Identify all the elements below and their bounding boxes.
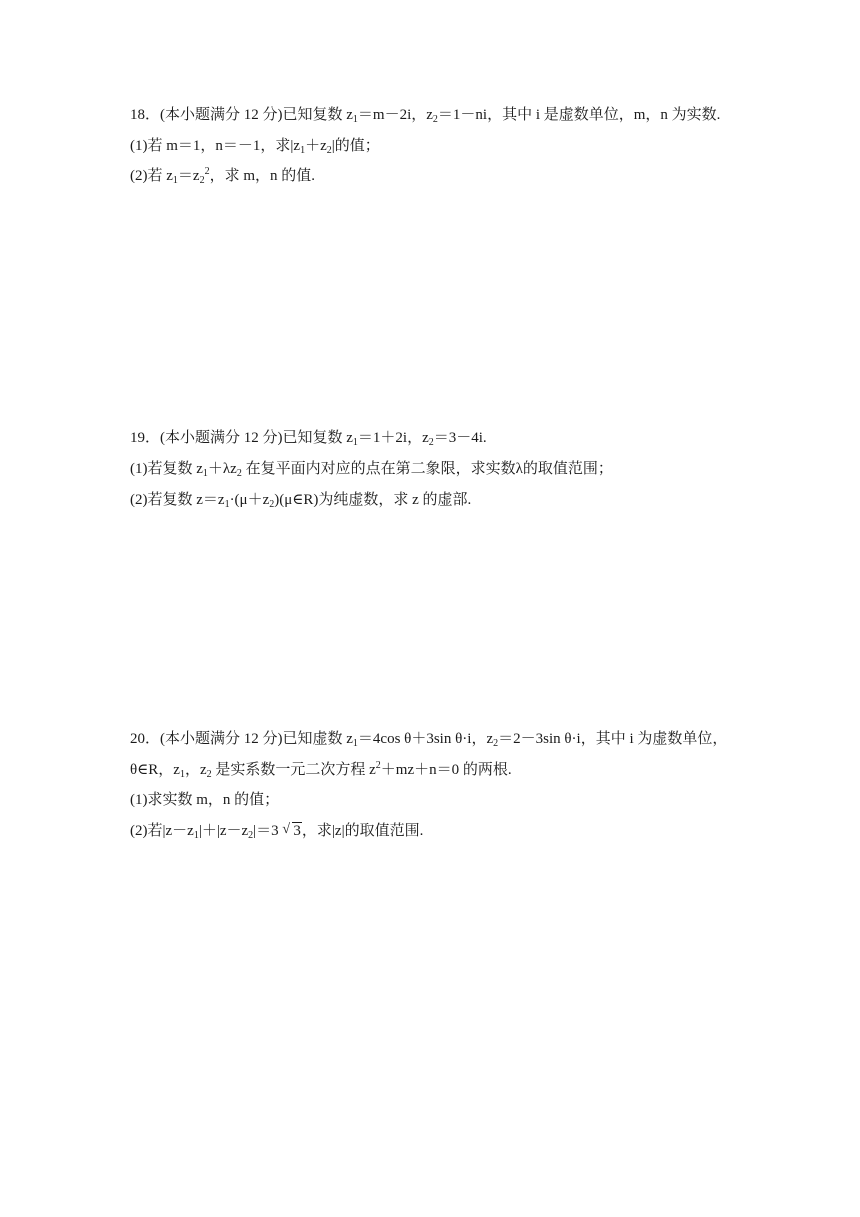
q19-part2: (2)若复数 $z=z_1\cdot(\mu+z_2)(\mu\in R)$为纯虚数，求 z 的虚部. <box>130 492 472 510</box>
q19-part1: (1)若复数 $z_1+\lambda z_2$ 在复平面内对应的点在第二象限，求实数λ的取值范围； <box>130 461 613 479</box>
q20-part2: (2)若$|z-z_1|+|z-z_2|=3$ √ 3，求|z|的取值范围. <box>130 822 424 841</box>
q18-part2: (2)若 $z_1=z_2^2$，求 m，n 的值. <box>130 166 315 186</box>
q20-stem: 20．(本小题满分 12 分)已知虚数 $z_1=4\cos$ θ＋3sin θ·i，$z_2=2-3\sin$ θ·i，其中 i 为虚数单位， <box>130 731 728 749</box>
q18-part1: (1)若 m＝1，n＝－1，求$|z_1+z_2|$的值； <box>130 138 380 156</box>
radical-sign-icon: √ <box>282 822 291 837</box>
q18-stem: 18．(本小题满分 12 分)已知复数 $z_1=m-2i$，$z_2=1-ni$，其中 i 是虚数单位，m，n 为实数. <box>130 107 721 125</box>
q20-stem-line2: θ∈R，$z_1$，$z_2$ 是实系数一元二次方程 $z^2+mz+n=0$ 的两根. <box>130 760 512 780</box>
q19-stem: 19．(本小题满分 12 分)已知复数 $z_1=1+2i$，$z_2=3-4i$. <box>130 430 487 448</box>
q20-part1: (1)求实数 m，n 的值； <box>130 792 280 808</box>
square-root: √ 3 <box>282 822 301 839</box>
